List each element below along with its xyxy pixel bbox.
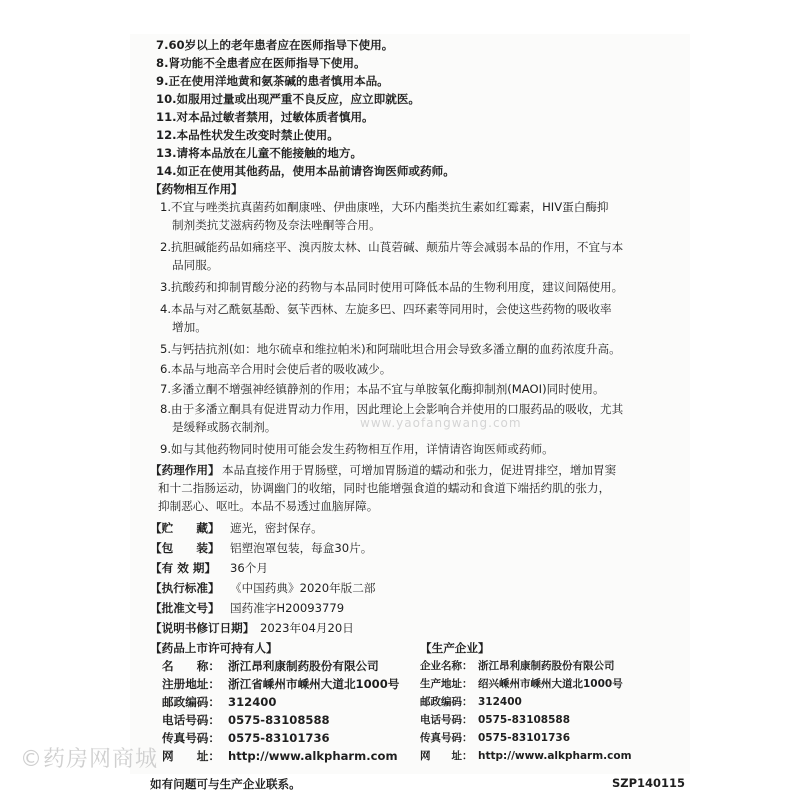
interaction-item: 9.如与其他药物同时使用可能会发生药物相互作用，详情请咨询医师或药师。 [160, 442, 554, 456]
holder-label: 注册地址： [162, 677, 220, 691]
interaction-item: 1.不宜与唑类抗真菌药如酮康唑、伊曲康唑，大环内酯类抗生素如红霉素，HIV蛋白酶抑 [160, 200, 609, 214]
field-value-revision-date: 2023年04月20日 [260, 621, 354, 635]
field-label-revision-date: 【说明书修订日期】 [150, 621, 255, 635]
field-label-shelf-life: 【有 效 期】 [150, 561, 217, 575]
interaction-item: 8.由于多潘立酮具有促进胃动力作用，因此理论上会影响合并使用的口服药品的吸收，尤其 [160, 402, 624, 416]
holder-label: 邮政编码： [162, 695, 220, 709]
holder-value: 浙江昂利康制药股份有限公司 [228, 659, 379, 673]
interaction-item: 5.与钙拮抗剂(如：地尔硫卓和维拉帕米)和阿瑞吡坦合用会导致多潘立酮的血药浓度升高。 [160, 342, 621, 356]
interaction-item: 7.多潘立酮不增强神经镇静剂的作用；本品不宜与单胺氧化酶抑制剂(MAOI)同时使用。 [160, 382, 605, 396]
precaution-item: 12.本品性状发生改变时禁止使用。 [156, 128, 339, 142]
manufacturer-value: 浙江昂利康制药股份有限公司 [478, 660, 615, 672]
pharmacology-text: 本品直接作用于胃肠壁，可增加胃肠道的蠕动和张力，促进胃排空，增加胃窦 [222, 463, 617, 477]
interaction-item: 3.抗酸药和抑制胃酸分泌的药物与本品同时使用可降低本品的生物利用度，建议间隔使用。 [160, 280, 624, 294]
footer-note: 如有问题可与生产企业联系。 [150, 777, 301, 791]
field-value-storage: 遮光，密封保存。 [230, 521, 323, 535]
section-heading-manufacturer: 【生产企业】 [420, 641, 490, 655]
holder-label: 网 址： [162, 749, 220, 763]
interaction-item-cont: 增加。 [172, 320, 207, 334]
field-label-storage: 【贮 藏】 [150, 521, 220, 535]
interaction-item-cont: 是缓释或肠衣制剂。 [172, 420, 277, 434]
field-value-package: 铝塑泡罩包装，每盒30片。 [230, 541, 373, 555]
field-value-approval: 国药准字H20093779 [230, 601, 345, 615]
holder-value: 0575-83108588 [228, 713, 330, 727]
field-value-standard: 《中国药典》2020年版二部 [230, 581, 376, 595]
precaution-item: 11.对本品过敏者禁用，过敏体质者慎用。 [156, 110, 374, 124]
precaution-item: 14.如正在使用其他药品，使用本品前请咨询医师或药师。 [156, 164, 455, 178]
section-heading-interactions: 【药物相互作用】 [150, 182, 243, 196]
watermark-bottom-text: ©药房网商城 [20, 747, 159, 772]
precaution-item: 10.如服用过量或出现严重不良反应，应立即就医。 [156, 92, 421, 106]
precaution-item: 7.60岁以上的老年患者应在医师指导下使用。 [156, 38, 394, 52]
field-label-approval: 【批准文号】 [150, 601, 220, 615]
precaution-item: 13.请将本品放在儿童不能接触的地方。 [156, 146, 363, 160]
manufacturer-label: 生产地址： [420, 678, 473, 690]
interaction-item: 4.本品与对乙酰氨基酚、氨苄西林、左旋多巴、四环素等同用时，会使这些药物的吸收率 [160, 302, 612, 316]
holder-value: 浙江省嵊州市嵊州大道北1000号 [228, 677, 400, 691]
manufacturer-value: 312400 [478, 696, 522, 708]
document-code: SZP140115 [612, 776, 686, 790]
interaction-item-cont: 品同服。 [172, 258, 219, 272]
holder-label: 电话号码： [162, 713, 220, 727]
interaction-item: 6.本品与地高辛合用时会使后者的吸收减少。 [160, 362, 392, 376]
holder-label: 名 称： [162, 659, 220, 673]
manufacturer-value: 0575-83108588 [478, 714, 571, 726]
pharmacology-text: 和十二指肠运动，协调幽门的收缩，同时也能增强食道的蠕动和食道下端括约肌的张力， [158, 481, 611, 495]
section-heading-holder: 【药品上市许可持有人】 [150, 641, 278, 655]
watermark-text: www.yaofangwang.com [360, 416, 522, 430]
manufacturer-label: 企业名称： [420, 660, 473, 672]
manufacturer-label: 网 址： [420, 750, 473, 762]
precaution-item: 9.正在使用洋地黄和氨茶碱的患者慎用本品。 [156, 74, 389, 88]
holder-value: http://www.alkpharm.com [228, 749, 398, 763]
manufacturer-value: 0575-83101736 [478, 732, 571, 744]
holder-label: 传真号码： [162, 731, 220, 745]
pharmacology-text: 抑制恶心、呕吐。本品不易透过血脑屏障。 [158, 499, 379, 513]
manufacturer-label: 传真号码： [420, 732, 473, 744]
field-value-shelf-life: 36个月 [230, 561, 268, 575]
manufacturer-value: 绍兴嵊州市嵊州大道北1000号 [478, 678, 623, 690]
holder-value: 0575-83101736 [228, 731, 330, 745]
field-label-package: 【包 装】 [150, 541, 220, 555]
interaction-item-cont: 制剂类抗艾滋病药物及奈法唑酮等合用。 [172, 218, 381, 232]
manufacturer-value: http://www.alkpharm.com [478, 750, 632, 762]
pharmacology-label: 【药理作用】 [150, 463, 220, 477]
field-label-standard: 【执行标准】 [150, 581, 220, 595]
interaction-item: 2.抗胆碱能药品如痛痉平、溴丙胺太林、山莨菪碱、颠茄片等会减弱本品的作用，不宜与本 [160, 240, 624, 254]
precaution-item: 8.肾功能不全患者应在医师指导下使用。 [156, 56, 366, 70]
holder-value: 312400 [228, 695, 277, 709]
manufacturer-label: 电话号码： [420, 714, 473, 726]
manufacturer-label: 邮政编码： [420, 696, 473, 708]
